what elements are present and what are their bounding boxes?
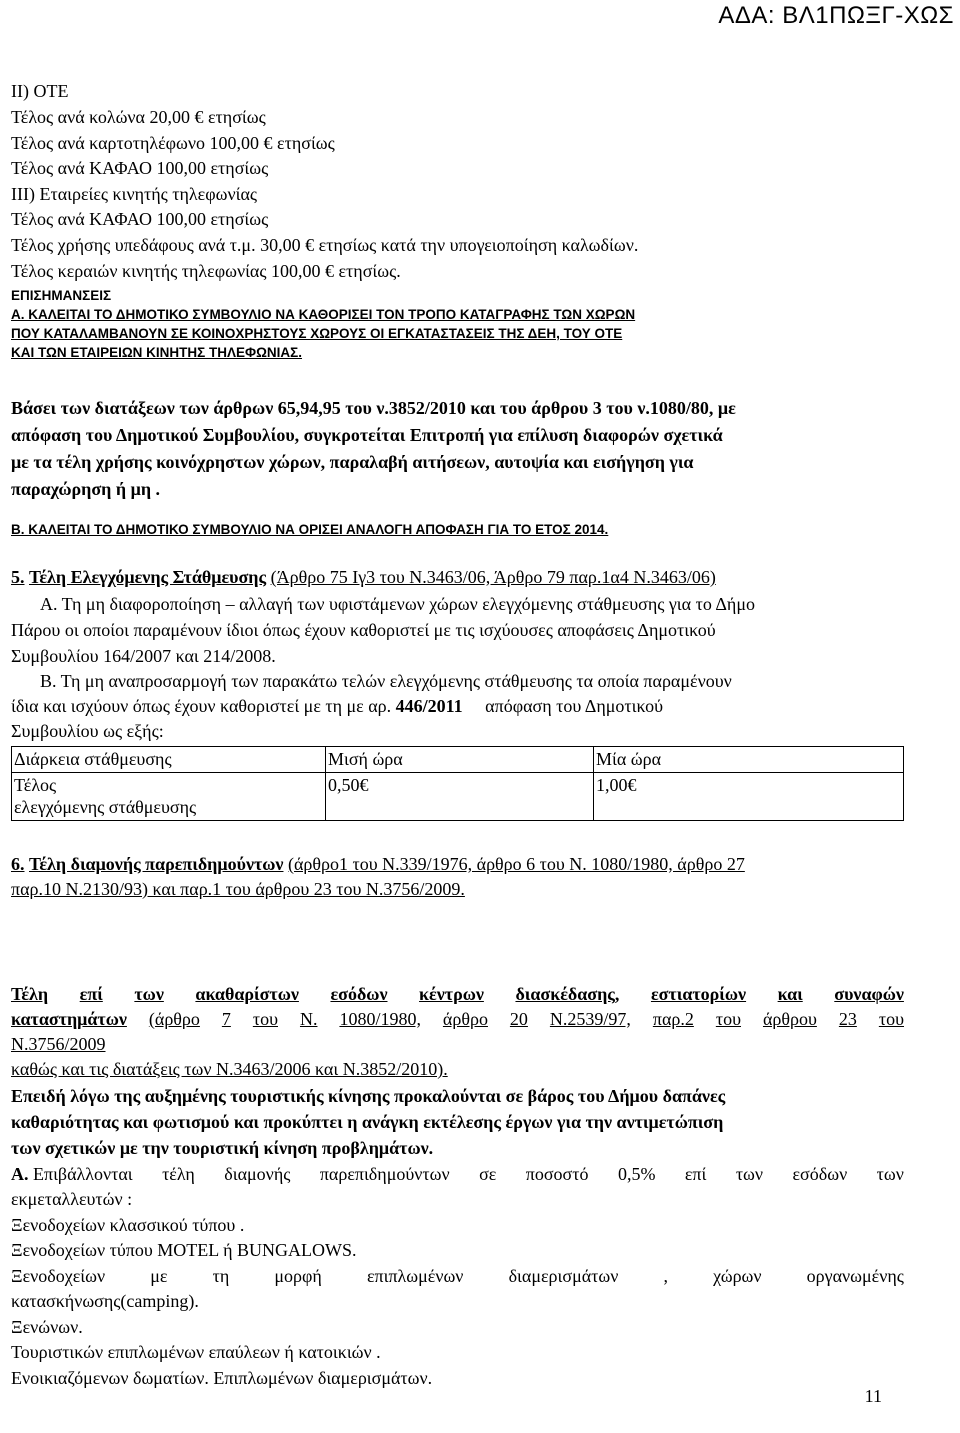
text-line: Τέλος ανά ΚΑΦΑΟ 100,00 ετησίως [11, 209, 269, 229]
gross-bold-line: καθαριότητας και φωτισμού και προκύπτει η ανάγκη εκτέλεσης έργων για την αντιμετώπιση [11, 1112, 724, 1132]
para-word: σε [479, 1164, 497, 1184]
ada-code: ΑΔΑ: ΒΛ1ΠΩΞΓ-ΧΩΣ [718, 2, 954, 29]
table-header-cell: Διάρκεια στάθμευσης [12, 747, 326, 773]
ref-word: του [878, 1009, 904, 1029]
page-number: 11 [864, 1386, 882, 1406]
para-word: 0,5% [617, 1164, 656, 1184]
title-word: εστιατορίων [650, 984, 747, 1004]
section-mobile-title: ΙΙΙ) Εταιρείες κινητής τηλεφωνίας [11, 184, 257, 204]
gross-bold-line: των σχετικών με την τουριστική κίνηση προβλημάτων. [11, 1138, 434, 1158]
section5-ref: (Άρθρο 75 Ιγ3 του Ν.3463/06, Άρθρο 79 παρ.1α4 Ν.3463/06) [270, 567, 716, 587]
para-a-label: Α. [11, 1164, 29, 1184]
table-header-row [12, 747, 904, 773]
text-line: Τέλος χρήσης υπεδάφους ανά τ.μ. 30,00 € ετησίως κατά την υπογειοποίηση καλωδίων. [11, 235, 639, 255]
note-a-line: Α. ΚΑΛΕΙΤΑΙ ΤΟ ΔΗΜΟΤΙΚΟ ΣΥΜΒΟΥΛΙΟ ΝΑ ΚΑΘΟΡΙΣΕΙ ΤΟΝ ΤΡΟΠΟ ΚΑΤΑΓΡΑΦΗΣ ΤΩΝ ΧΩΡΩΝ [11, 307, 636, 322]
title-word: εσόδων [330, 984, 388, 1004]
ref-word: άρθρο [442, 1009, 488, 1029]
committee-line: παραχώρηση ή μη . [11, 479, 161, 499]
para-word: των [876, 1164, 904, 1184]
para-word [11, 1163, 133, 1185]
note-a-line: ΚΑΙ ΤΩΝ ΕΤΑΙΡΕΙΩΝ ΚΙΝΗΤΗΣ ΤΗΛΕΦΩΝΙΑΣ. [11, 345, 303, 360]
ref-word: του [715, 1009, 741, 1029]
section5-heading [11, 566, 716, 588]
list-word: , [663, 1266, 668, 1286]
ref-word: Ν.2539/97, [549, 1009, 631, 1029]
note-a-line: ΠΟΥ ΚΑΤΑΛΑΜΒΑΝΟΥΝ ΣΕ ΚΟΙΝΟΧΡΗΣΤΟΥΣ ΧΩΡΟΥΣ ΟΙ ΕΓΚΑΤΑΣΤΑΣΕΙΣ ΤΗΣ ΔΕΗ, ΤΟΥ ΟΤΕ [11, 326, 623, 341]
section5-para-b-text: απόφαση του Δημοτικού [485, 696, 664, 716]
list-word: με [150, 1266, 168, 1286]
ref-word: (άρθρο [148, 1009, 200, 1029]
list-item: Ξενοδοχείων κλασσικού τύπου . [11, 1215, 245, 1235]
committee-line: απόφαση του Δημοτικού Συμβουλίου, συγκροτείται Επιτροπή για επίλυση διαφορών σχετικά [11, 425, 723, 445]
parking-fee-table [11, 746, 904, 821]
section5-title: Τέλη Ελεγχόμενης Στάθμευσης [29, 567, 267, 587]
title-word: ακαθαρίστων [195, 984, 299, 1004]
section5-para-b-line: Συμβουλίου ως εξής: [11, 721, 164, 741]
para-word: των [735, 1164, 764, 1184]
gross-para-a-line [11, 1163, 904, 1185]
text-line: Τέλος ανά καρτοτηλέφωνο 100,00 € ετησίως [11, 133, 335, 153]
section6-number: 6. [11, 854, 25, 874]
table-row-label [12, 773, 326, 821]
list-item-camping [11, 1265, 904, 1287]
gross-para-a-line2: εκμεταλλευτών : [11, 1189, 133, 1209]
para-word: επί [684, 1164, 707, 1184]
section6-ref-line2: παρ.10 Ν.2130/93) και παρ.1 του άρθρου 23 του Ν.3756/2009. [11, 879, 465, 899]
ref-word: 23 [838, 1009, 857, 1029]
table-row-label-line: Τέλος [14, 775, 57, 795]
list-word: επιπλωμένων [366, 1266, 464, 1286]
list-item: Ξενοδοχείων τύπου MOTEL ή BUNGALOWS. [11, 1240, 357, 1260]
gross-ref-line3: Ν.3756/2009 [11, 1034, 106, 1054]
gross-title-line2 [11, 1008, 904, 1030]
text-line: Τέλος ανά ΚΑΦΑΟ 100,00 ετησίως [11, 158, 269, 178]
gross-ref-line4: καθώς και τις διατάξεις των Ν.3463/2006 και Ν.3852/2010). [11, 1059, 448, 1079]
text-line: Τέλος κεραιών κινητής τηλεφωνίας 100,00 € ετησίως. [11, 261, 401, 281]
title-word: καταστημάτων [11, 1009, 127, 1029]
committee-line: με τα τέλη χρήσης κοινόχρηστων χώρων, παραλαβή αιτήσεων, αυτοψία και εισήγηση για [11, 452, 694, 472]
list-word: τη [212, 1266, 230, 1286]
para-word: τέλη [162, 1164, 195, 1184]
table-row [12, 773, 904, 821]
gross-bold-line: Επειδή λόγω της αυξημένης τουριστικής κίνησης προκαλούνται σε βάρος του Δήμου δαπάνες [11, 1086, 726, 1106]
section5-number: 5. [11, 567, 25, 587]
ref-word: 1080/1980, [339, 1009, 421, 1029]
para-word: παρεπιδημούντων [319, 1164, 450, 1184]
list-word: οργανωμένης [806, 1266, 904, 1286]
ref-word: του [252, 1009, 278, 1029]
para-word: διαμονής [224, 1164, 291, 1184]
ref-word: 7 [221, 1009, 231, 1029]
section6-ref: (άρθρο1 του Ν.339/1976, άρθρο 6 του Ν. 1080/1980, άρθρο 27 [287, 854, 745, 874]
title-word: Τέλη [11, 984, 49, 1004]
table-row-label-line: ελεγχόμενης στάθμευσης [14, 797, 197, 817]
title-word: συναφών [834, 984, 904, 1004]
title-word: κέντρων [419, 984, 484, 1004]
table-header-cell: Μισή ώρα [326, 747, 594, 773]
section6-heading [11, 853, 745, 875]
section5-para-a-line: Πάρου οι οποίοι παραμένουν ίδιοι όπως έχουν καθοριστεί με τις ισχύουσες αποφάσεις Δημοτικού [11, 620, 716, 640]
list-word: διαμερισμάτων [508, 1266, 619, 1286]
ref-word: Ν. [299, 1009, 318, 1029]
list-item-camping-line2: κατασκήνωσης(camping). [11, 1291, 199, 1311]
para-word: εσόδων [792, 1164, 848, 1184]
table-header-cell: Μία ώρα [594, 747, 904, 773]
note-b: Β. ΚΑΛΕΙΤΑΙ ΤΟ ΔΗΜΟΤΙΚΟ ΣΥΜΒΟΥΛΙΟ ΝΑ ΟΡΙΣΕΙ ΑΝΑΛΟΓΗ ΑΠΟΦΑΣΗ ΓΙΑ ΤΟ ΕΤΟΣ 2014. [11, 522, 609, 537]
list-item: Τουριστικών επιπλωμένων επαύλεων ή κατοικιών . [11, 1342, 381, 1362]
ref-word: παρ.2 [652, 1009, 694, 1029]
title-word: διασκέδασης, [515, 984, 620, 1004]
section-ote-title: ΙΙ) ΟΤΕ [11, 81, 69, 101]
section5-para-b-line: Β. Τη μη αναπροσαρμογή των παρακάτω τελών ελεγχόμενης στάθμευσης τα οποία παραμένουν [40, 671, 732, 691]
list-item: Ξενώνων. [11, 1317, 83, 1337]
decision-number: 446/2011 [395, 696, 463, 716]
para-word: Επιβάλλονται [33, 1164, 133, 1184]
gross-title-line [11, 983, 904, 1005]
table-cell-half-hour: 0,50€ [326, 773, 594, 821]
ref-word: άρθρου [762, 1009, 817, 1029]
title-word: και [777, 984, 803, 1004]
committee-line: Βάσει των διατάξεων των άρθρων 65,94,95 του ν.3852/2010 και του άρθρου 3 του ν.1080/80, με [11, 398, 736, 418]
list-word: μορφή [274, 1266, 322, 1286]
table-cell-one-hour: 1,00€ [594, 773, 904, 821]
title-word: των [134, 984, 164, 1004]
list-word: χώρων [713, 1266, 762, 1286]
section6-title: Τέλη διαμονής παρεπιδημούντων [29, 854, 284, 874]
para-word: ποσοστό [525, 1164, 589, 1184]
section5-para-b-line2 [11, 695, 663, 717]
list-word: Ξενοδοχείων [11, 1266, 106, 1286]
text-line: Τέλος ανά κολώνα 20,00 € ετησίως [11, 107, 266, 127]
section5-para-a-line: Συμβουλίου 164/2007 και 214/2008. [11, 646, 276, 666]
list-item: Ενοικιαζόμενων δωματίων. Επιπλωμένων διαμερισμάτων. [11, 1368, 433, 1388]
section5-para-b-text: ίδια και ισχύουν όπως έχουν καθοριστεί με τη με αρ. [11, 696, 392, 716]
ref-word: 20 [509, 1009, 528, 1029]
title-word: επί [79, 984, 103, 1004]
section5-para-a-line: Α. Τη μη διαφοροποίηση – αλλαγή των υφιστάμενων χώρων ελεγχόμενης στάθμευσης για το Δήμο [40, 594, 755, 614]
notes-heading: ΕΠΙΣΗΜΑΝΣΕΙΣ [11, 288, 112, 303]
